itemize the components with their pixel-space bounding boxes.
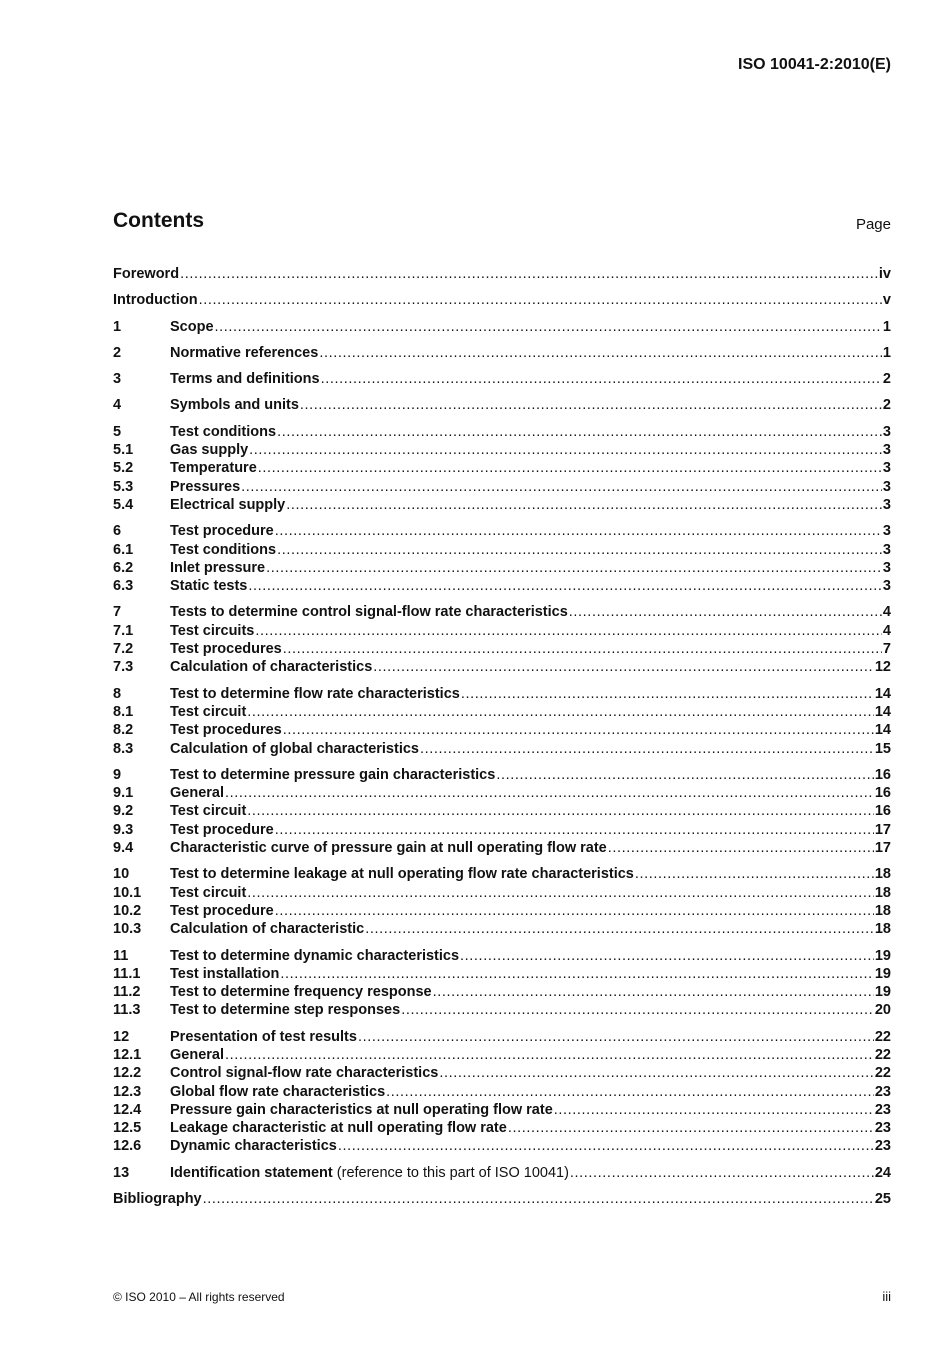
toc-entry-number: 10.2 [113,902,142,919]
toc-entry[interactable] [113,1002,891,1020]
toc-entry-title-wrap [170,1047,224,1063]
toc-entry-number: 10.3 [113,921,142,938]
toc-entry-number: 9.4 [113,840,134,857]
toc-entry-title: Test circuit [170,703,247,720]
dot-leader [277,542,882,558]
toc-entry-title: Test conditions [170,423,277,440]
toc-entry[interactable] [113,1120,891,1138]
dot-leader [283,722,874,738]
toc-entry-title: Test procedures [170,641,282,658]
toc-entry-title: Pressures [170,478,241,495]
toc-entry-title: Test to determine frequency response [170,984,432,1001]
dot-leader [554,1102,874,1118]
toc-entry-title: Bibliography [113,1191,202,1208]
toc-entry[interactable] [113,1029,891,1047]
toc-entry-page: 2 [882,397,891,414]
toc-entry-number: 8 [113,685,122,702]
dot-leader [241,479,882,495]
dot-leader [321,371,882,387]
dot-leader [283,641,882,657]
toc-entry-title-wrap [170,822,274,838]
toc-entry-page: 15 [874,740,891,757]
dot-leader [401,1002,874,1018]
toc-entry[interactable] [113,1047,891,1065]
toc-entry[interactable] [113,523,891,541]
toc-entry-title-wrap [170,686,460,702]
toc-entry-title-wrap [170,885,246,901]
toc-entry-page: 7 [882,641,891,658]
toc-group [113,767,891,858]
toc-group [113,319,891,337]
toc-entry[interactable] [113,542,891,560]
toc-entry[interactable] [113,785,891,803]
toc-entry-title: Identification statement [170,1164,333,1181]
toc-entry[interactable] [113,903,891,921]
toc-entry-page: v [882,292,891,309]
toc-group [113,371,891,389]
toc-entry[interactable] [113,885,891,903]
toc-entry-number: 12.5 [113,1120,142,1137]
toc-entry-title: Test circuits [170,622,255,639]
dot-leader [275,523,882,539]
toc-entry-title-wrap [170,542,276,558]
toc-group [113,1165,891,1183]
toc-entry[interactable] [113,686,891,704]
toc-entry-title-wrap [170,560,265,576]
toc-entry-title-wrap [170,1165,569,1181]
toc-entry-title-wrap [170,722,282,738]
dot-leader [635,866,874,882]
dot-leader [203,1191,874,1207]
toc-entry-page: 22 [874,1065,891,1082]
toc-entry[interactable] [113,704,891,722]
toc-entry-number: 7.1 [113,622,134,639]
contents-title: Contents [113,209,204,232]
toc-entry-page: 14 [874,722,891,739]
toc-entry-number: 5 [113,423,122,440]
toc-entry-title-wrap [113,1191,202,1207]
dot-leader [280,966,874,982]
toc-entry-title-wrap [170,966,279,982]
toc-entry-page: 19 [874,947,891,964]
toc-entry-page: 1 [882,318,891,335]
toc-entry-title-wrap [170,1002,400,1018]
dot-leader [570,1165,874,1181]
dot-leader [365,921,874,937]
toc-entry-title-wrap [170,623,254,639]
toc-entry-page: 16 [874,785,891,802]
dot-leader [460,948,874,964]
toc-entry-page: 18 [874,884,891,901]
toc-group [113,292,891,310]
toc-entry-title-wrap [170,1065,438,1081]
toc-entry-title: Static tests [170,578,248,595]
dot-leader [215,319,882,335]
toc-entry-page: 3 [882,578,891,595]
toc-entry[interactable] [113,1102,891,1120]
toc-entry[interactable] [113,497,891,515]
toc-entry-title-wrap [170,397,299,413]
toc-entry-title: Test procedure [170,523,274,540]
toc-entry[interactable] [113,1165,891,1183]
toc-entry-title-wrap [170,371,320,387]
toc-entry-page: 19 [874,984,891,1001]
toc-entry-title-wrap [170,442,248,458]
toc-entry-title-wrap [113,292,198,308]
toc-entry-page: 18 [874,902,891,919]
toc-entry-number: 11.1 [113,965,141,982]
toc-entry[interactable] [113,1084,891,1102]
toc-entry-title: Normative references [170,344,319,361]
toc-entry-number: 12.6 [113,1138,142,1155]
toc-entry-page: 20 [874,1002,891,1019]
toc-entry[interactable] [113,371,891,389]
toc-entry[interactable] [113,1065,891,1083]
toc-entry-number: 10 [113,866,130,883]
toc-entry-title-wrap [170,659,372,675]
toc-entry[interactable] [113,442,891,460]
toc-entry-title: Gas supply [170,442,249,459]
toc-group [113,604,891,677]
toc-entry-number: 9.2 [113,803,134,820]
toc-entry-title-wrap [170,1102,553,1118]
toc-entry-page: 3 [882,478,891,495]
toc-entry-title: Tests to determine control signal-flow rate characteristics [170,604,568,621]
toc-entry-number: 6 [113,523,122,540]
toc-entry[interactable] [113,479,891,497]
toc-entry-page: 23 [874,1101,891,1118]
toc-entry[interactable] [113,741,891,759]
dot-leader [275,903,874,919]
toc-entry-title: Test to determine flow rate characteristics [170,685,460,702]
toc-entry-title: Test procedures [170,722,282,739]
toc-entry[interactable] [113,840,891,858]
toc-entry-title-wrap [170,523,274,539]
toc-group [113,523,891,596]
toc-entry-number: 12.4 [113,1101,142,1118]
toc-entry[interactable] [113,659,891,677]
toc-entry-page: 22 [874,1046,891,1063]
toc-entry-title: Test conditions [170,541,277,558]
toc-entry[interactable] [113,984,891,1002]
toc-entry-number: 8.3 [113,740,134,757]
toc-entry-title: Calculation of characteristic [170,921,365,938]
toc-entry-title: Electrical supply [170,496,286,513]
dot-leader [266,560,882,576]
toc-entry-title-wrap [170,1138,337,1154]
dot-leader [248,578,882,594]
toc-entry-number: 6.1 [113,541,134,558]
toc-entry-number: 7.3 [113,659,134,676]
toc-entry-number: 6.3 [113,578,134,595]
toc-entry-title: Test procedure [170,821,274,838]
toc-entry-number: 4 [113,397,122,414]
dot-leader [247,885,874,901]
toc-entry[interactable] [113,560,891,578]
copyright-notice: © ISO 2010 – All rights reserved [113,1290,285,1304]
toc-entry[interactable] [113,424,891,442]
toc-entry-title: Test to determine dynamic characteristics [170,947,460,964]
toc-entry-title: General [170,785,224,802]
toc-entry-title: Control signal-flow rate characteristics [170,1065,439,1082]
dot-leader [358,1029,874,1045]
toc-entry-title-wrap [170,497,285,513]
toc-entry-title-wrap [170,903,274,919]
toc-entry-title-wrap [170,1084,385,1100]
toc-entry-number: 12.1 [113,1046,142,1063]
toc-entry-page: 14 [874,685,891,702]
toc-group [113,686,891,759]
toc-group [113,266,891,284]
toc-entry-number: 8.1 [113,703,134,720]
toc-entry-page: 3 [882,423,891,440]
toc-entry-number: 9.1 [113,785,134,802]
toc-entry-title-wrap [170,641,282,657]
dot-leader [255,623,882,639]
dot-leader [300,397,882,413]
toc-entry-title: Pressure gain characteristics at null operating flow rate [170,1101,553,1118]
toc-entry[interactable] [113,1191,891,1209]
toc-entry-title-wrap [170,921,364,937]
toc-entry-number: 12 [113,1028,130,1045]
toc-entry-title: Test to determine leakage at null operating flow rate characteristics [170,866,634,883]
toc-entry-page: 14 [874,703,891,720]
page-number: iii [882,1289,891,1304]
toc-entry-note: (reference to this part of ISO 10041) [336,1164,569,1181]
toc-entry[interactable] [113,803,891,821]
toc-entry-title-wrap [170,767,495,783]
toc-entry-page: 18 [874,921,891,938]
toc-entry[interactable] [113,460,891,478]
toc-entry-number: 12.2 [113,1065,142,1082]
toc-entry-number: 13 [113,1164,130,1181]
toc-entry-title: Calculation of global characteristics [170,740,419,757]
toc-entry-title: Leakage characteristic at null operating flow rate [170,1120,507,1137]
toc-entry-page: 23 [874,1083,891,1100]
toc-entry-page: 4 [882,604,891,621]
toc-entry-title-wrap [170,1029,357,1045]
toc-entry[interactable] [113,767,891,785]
toc-entry-title: Test circuit [170,803,247,820]
toc-entry-title-wrap [170,424,276,440]
toc-entry-title-wrap [170,948,459,964]
dot-leader [338,1138,874,1154]
toc-entry-page: 2 [882,371,891,388]
toc-entry-page: 23 [874,1120,891,1137]
toc-entry-number: 8.2 [113,722,134,739]
toc-entry-page: 12 [874,659,891,676]
dot-leader [286,497,882,513]
toc-group [113,1029,891,1157]
dot-leader [225,785,874,801]
dot-leader [275,822,874,838]
dot-leader [225,1047,874,1063]
toc-entry[interactable] [113,266,891,284]
dot-leader [258,460,882,476]
toc-entry-title-wrap [170,704,246,720]
toc-entry-page: 17 [874,821,891,838]
dot-leader [439,1065,874,1081]
toc-group [113,866,891,939]
toc-entry-number: 5.1 [113,442,134,459]
toc-entry-page: 3 [882,496,891,513]
toc-entry-number: 11.3 [113,1002,141,1019]
toc-entry[interactable] [113,397,891,415]
dot-leader [569,604,882,620]
toc-entry-title: Foreword [113,266,180,282]
dot-leader [496,767,874,783]
toc-entry-title: Terms and definitions [170,371,320,388]
toc-entry-title: Test to determine pressure gain characteristics [170,766,496,783]
toc-entry-title: Test circuit [170,884,247,901]
toc-entry-title-wrap [170,319,214,335]
toc-entry-number: 10.1 [113,884,142,901]
toc-group [113,345,891,363]
dot-leader [180,266,878,282]
toc-entry-page: 25 [874,1191,891,1208]
toc-group [113,948,891,1021]
toc-entry[interactable] [113,578,891,596]
toc-entry-number: 6.2 [113,559,134,576]
toc-entry-title: Characteristic curve of pressure gain at null operating flow rate [170,840,607,857]
toc-entry-number: 1 [113,318,122,335]
toc-entry-page: 24 [874,1164,891,1181]
toc-entry-page: 18 [874,866,891,883]
toc-entry-number: 3 [113,371,122,388]
table-of-contents [113,266,891,1217]
dot-leader [247,704,874,720]
dot-leader [373,659,874,675]
toc-entry-page: 3 [882,559,891,576]
toc-entry-title: Introduction [113,292,198,309]
dot-leader [199,292,882,308]
toc-entry-number: 7.2 [113,641,134,658]
toc-entry-title-wrap [170,479,240,495]
toc-entry-title: Scope [170,318,214,335]
page-column-label: Page [855,216,891,233]
toc-entry-title-wrap [170,840,607,856]
toc-entry-number: 5.3 [113,478,134,495]
toc-entry-page: 1 [882,344,891,361]
toc-group [113,424,891,515]
toc-entry[interactable] [113,641,891,659]
toc-entry-title-wrap [170,460,257,476]
toc-entry-title: Dynamic characteristics [170,1138,337,1155]
dot-leader [508,1120,874,1136]
toc-entry-number: 5.4 [113,496,134,513]
toc-entry-title: Global flow rate characteristics [170,1083,386,1100]
toc-entry[interactable] [113,345,891,363]
toc-entry-title-wrap [170,866,634,882]
toc-entry[interactable] [113,921,891,939]
toc-entry-title: Symbols and units [170,397,299,414]
toc-entry-page: 17 [874,840,891,857]
toc-entry-title: Calculation of characteristics [170,659,373,676]
toc-entry-page: 3 [882,442,891,459]
toc-entry-page: 3 [882,541,891,558]
dot-leader [386,1084,874,1100]
dot-leader [433,984,874,1000]
dot-leader [247,803,874,819]
toc-group [113,397,891,415]
toc-entry-number: 5.2 [113,460,134,477]
toc-entry-number: 9 [113,766,122,783]
toc-entry-page: 23 [874,1138,891,1155]
toc-entry-number: 11 [113,947,129,964]
toc-entry-title-wrap [170,578,247,594]
toc-entry-page: 16 [874,803,891,820]
toc-entry-title-wrap [170,1120,507,1136]
toc-entry-title-wrap [170,984,432,1000]
toc-entry-title-wrap [170,345,318,361]
toc-entry[interactable] [113,319,891,337]
document-id: ISO 10041-2:2010(E) [738,56,891,73]
toc-entry-page: 3 [882,523,891,540]
toc-group [113,1191,891,1209]
toc-entry-title-wrap [170,741,419,757]
toc-entry-page: iv [878,266,891,282]
dot-leader [319,345,882,361]
toc-entry[interactable] [113,292,891,310]
toc-entry-title: General [170,1046,224,1063]
toc-entry-number: 12.3 [113,1083,142,1100]
dot-leader [420,741,874,757]
toc-entry[interactable] [113,604,891,622]
toc-entry[interactable] [113,866,891,884]
toc-entry-page: 19 [874,965,891,982]
toc-entry-title: Test procedure [170,902,274,919]
toc-entry[interactable] [113,722,891,740]
toc-entry-title-wrap [170,803,246,819]
toc-entry-title-wrap [170,785,224,801]
toc-entry-title: Inlet pressure [170,559,266,576]
toc-entry[interactable] [113,1138,891,1156]
toc-entry-title: Test installation [170,965,280,982]
toc-entry-page: 22 [874,1028,891,1045]
toc-entry[interactable] [113,623,891,641]
toc-entry-page: 16 [874,766,891,783]
dot-leader [277,424,882,440]
toc-entry-number: 9.3 [113,821,134,838]
dot-leader [249,442,882,458]
dot-leader [608,840,874,856]
toc-entry-title: Temperature [170,460,257,477]
toc-entry[interactable] [113,822,891,840]
toc-entry-number: 2 [113,344,122,361]
toc-entry-number: 11.2 [113,984,141,1001]
toc-entry-page: 4 [882,622,891,639]
toc-entry-title-wrap [170,604,568,620]
toc-entry-page: 3 [882,460,891,477]
toc-entry[interactable] [113,948,891,966]
toc-entry-title: Test to determine step responses [170,1002,401,1019]
toc-entry-title: Presentation of test results [170,1028,357,1045]
toc-entry-title-wrap [113,266,179,282]
dot-leader [461,686,874,702]
toc-entry-number: 7 [113,604,122,621]
toc-entry[interactable] [113,966,891,984]
